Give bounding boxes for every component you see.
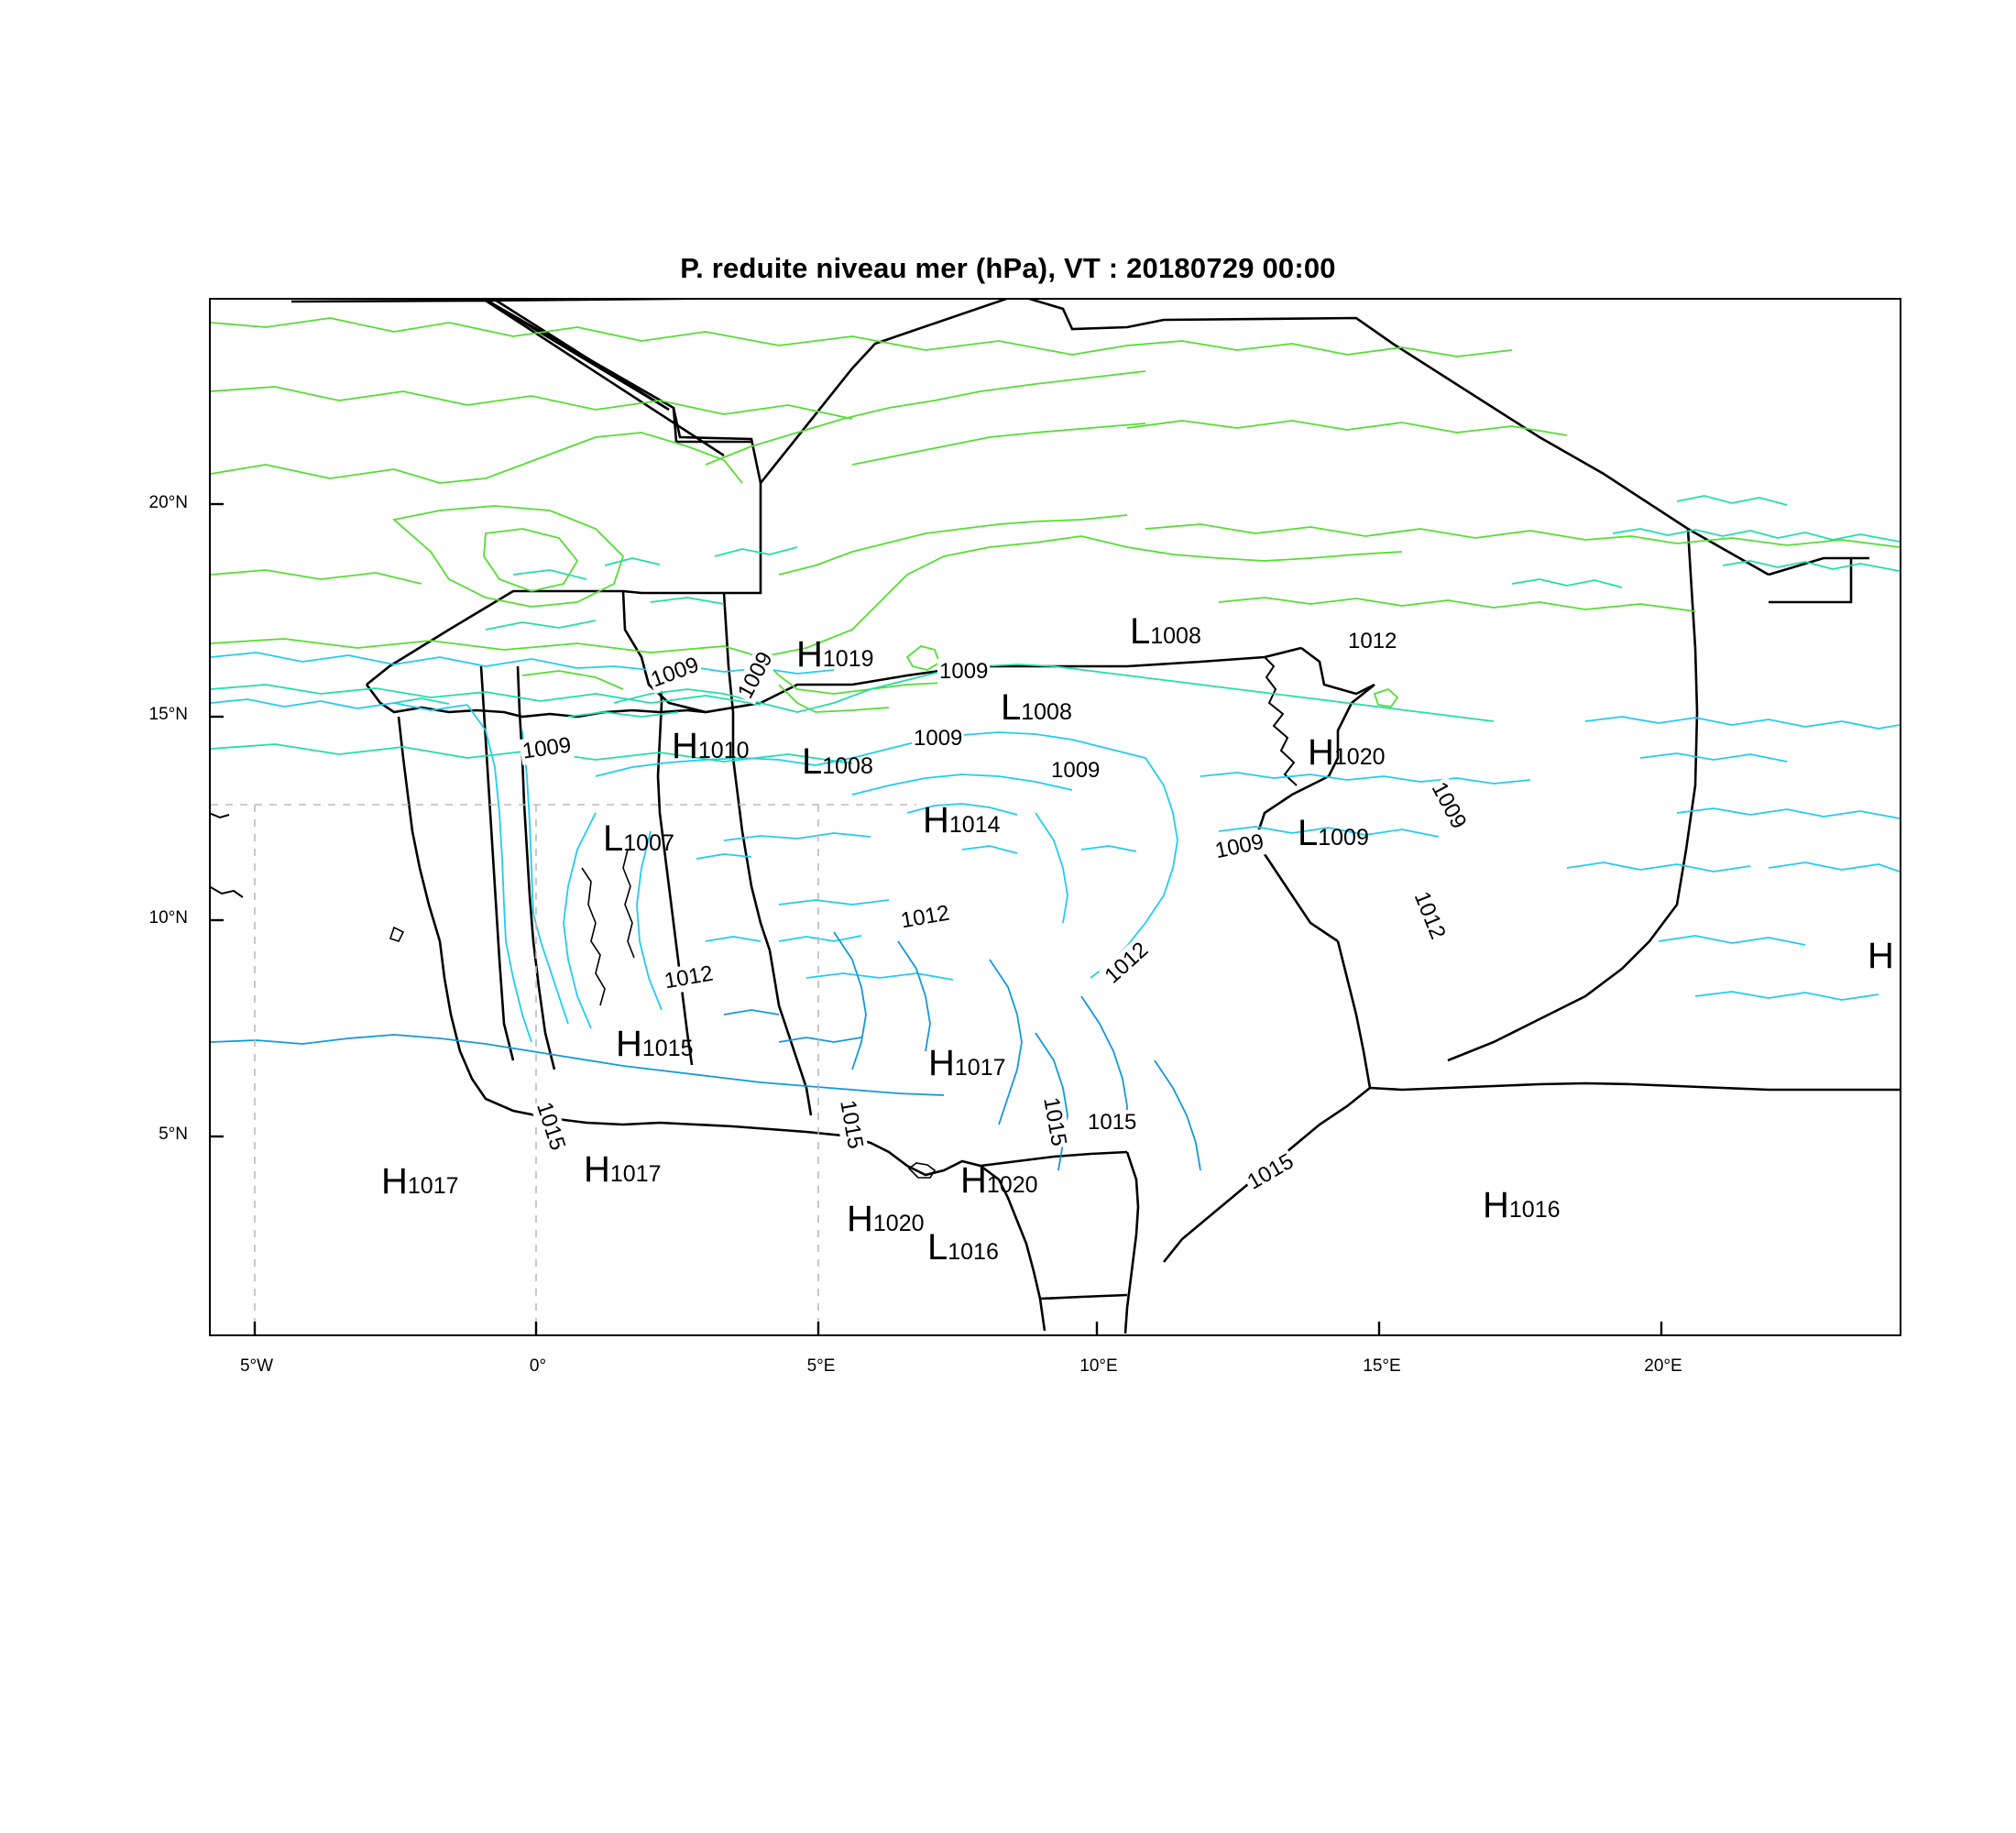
contour-label: 1009 [914, 726, 963, 751]
low-value: 1009 [1318, 825, 1369, 851]
pressure-center-high [847, 1199, 925, 1240]
high-value: 1017 [407, 1173, 459, 1199]
pressure-center-high [584, 1149, 662, 1191]
pressure-center-high [923, 800, 1001, 841]
high-symbol: H [616, 1024, 642, 1064]
x-tick-label: 15°E [1363, 1356, 1401, 1376]
pressure-center-low [603, 818, 674, 860]
high-symbol: H [796, 634, 823, 675]
low-symbol: L [1130, 611, 1151, 652]
pressure-center-high [796, 634, 874, 675]
high-value: 1014 [948, 812, 1001, 838]
contour-label: 1009 [939, 659, 989, 684]
x-tick-label: 5°E [806, 1356, 836, 1376]
contour-label: 1015 [531, 1097, 571, 1155]
pressure-center-high [616, 1024, 694, 1065]
pressure-center-high [381, 1161, 459, 1202]
pressure-center-high [928, 1043, 1006, 1084]
contour-label: 1015 [1037, 1093, 1072, 1149]
low-symbol: L [1298, 813, 1319, 853]
high-symbol: H [1308, 732, 1334, 773]
low-symbol: L [603, 818, 624, 859]
contour-label: 1012 [1099, 936, 1155, 990]
contour-label: 1009 [1051, 758, 1101, 783]
low-value: 1008 [1150, 623, 1201, 649]
pressure-center-low [802, 741, 873, 783]
high-value: 1020 [872, 1211, 925, 1236]
contour-label: 1009 [1425, 776, 1473, 835]
high-symbol: H [928, 1043, 955, 1083]
y-tick-label: 20°N [148, 493, 188, 512]
low-value: 1008 [822, 753, 873, 779]
high-symbol: H [960, 1160, 987, 1201]
high-symbol: H [923, 800, 949, 840]
pressure-center-high [1308, 732, 1386, 774]
pressure-center-high [1483, 1185, 1561, 1226]
chart-title: P. reduite niveau mer (hPa), VT : 20180729 00:00 [680, 252, 1336, 284]
high-value: 1017 [954, 1055, 1006, 1081]
x-tick-label: 10°E [1079, 1356, 1118, 1376]
high-symbol: H [847, 1199, 873, 1239]
contour-label: 1015 [1242, 1148, 1300, 1197]
high-value: 1020 [986, 1172, 1038, 1198]
y-tick-label: 5°N [159, 1125, 188, 1144]
y-tick-label: 10°N [148, 908, 188, 927]
pressure-center-low [1130, 611, 1201, 653]
high-symbol: H [1483, 1185, 1509, 1225]
contour-label: 1015 [834, 1096, 869, 1152]
low-symbol: L [927, 1227, 948, 1268]
y-tick-label: 15°N [148, 705, 188, 724]
pressure-center-high [960, 1160, 1038, 1202]
low-value: 1007 [623, 830, 674, 856]
pressure-center-low [1298, 813, 1369, 854]
x-tick-label: 0° [529, 1356, 547, 1376]
x-tick-label: 20°E [1644, 1356, 1682, 1376]
high-value: 1016 [1508, 1197, 1561, 1223]
contour-label: 1012 [661, 960, 717, 995]
high-symbol: H [1868, 936, 1894, 976]
low-value: 1016 [948, 1239, 999, 1265]
high-value: 1019 [822, 646, 874, 672]
contour-label: 1009 [519, 732, 575, 765]
pressure-center-low [1001, 687, 1072, 729]
contour-label: 1012 [897, 900, 953, 935]
pressure-center-high [1868, 936, 1894, 977]
low-symbol: L [802, 741, 823, 782]
contour-label: 1015 [1088, 1110, 1137, 1135]
map-plot-area [209, 298, 1901, 1336]
contour-label: 1009 [646, 652, 705, 694]
high-value: 1010 [697, 738, 750, 763]
contour-label: 1012 [1408, 886, 1451, 945]
high-value: 1020 [1333, 744, 1386, 770]
low-value: 1008 [1021, 699, 1072, 725]
high-value: 1015 [641, 1036, 694, 1061]
x-tick-label: 5°W [239, 1356, 274, 1376]
high-value: 1017 [609, 1161, 662, 1187]
contour-map [211, 300, 1900, 1334]
high-symbol: H [584, 1149, 610, 1190]
high-symbol: H [381, 1161, 408, 1202]
contour-label: 1012 [1348, 629, 1397, 653]
contour-label: 1009 [1211, 829, 1268, 864]
low-symbol: L [1001, 687, 1022, 728]
pressure-center-high [672, 726, 750, 767]
high-symbol: H [672, 726, 698, 766]
contour-label: 1009 [732, 646, 780, 705]
pressure-center-low [927, 1227, 999, 1268]
